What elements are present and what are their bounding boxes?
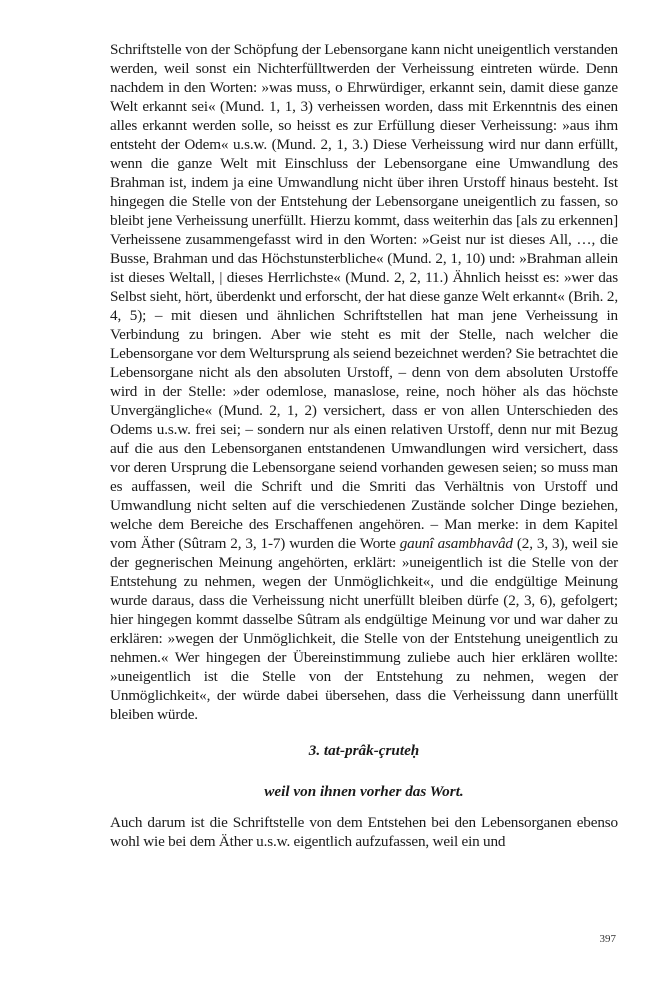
body-paragraph <box>110 40 618 724</box>
paragraph-text: Schriftstelle von der Schöpfung der Lebensorgane kann nicht uneigentlich verstanden werden, weil sonst ein Nichterfülltwerden der Verheissung eintreten würde. Denn nachdem in den Worten: »was muss, o Ehrwürdiger, erkannt sein, damit diese ganze Welt erkannt sei« (Mund. 1, 1, 3) verheissen worden, dass mit Erkenntnis des einen alles erkannt werden solle, so heisst es zur Erfüllung dieser Verheissung: »aus ihm entsteht der Odem« u.s.w. (Mund. 2, 1, 3.) Diese Verheissung wird nur dann erfüllt, wenn die ganze Welt mit Einschluss der Lebensorgane eine Umwandlung des Brahman ist, indem ja eine Umwandlung nicht über ihren Urstoff hinaus besteht. Ist hingegen die Stelle von der Entstehung der Lebensorgane uneigentlich zu fassen, so bleibt jene Verheissung unerfüllt. Hierzu kommt, dass weiterhin das [als zu erkennen] Verheissene zusammengefasst wird in den Worten: »Geist nur ist dieses All, …, die Busse, Brahman und das Höchstunsterbliche« (Mund. 2, 1, 10) und: »Brahman allein ist dieses Weltall, | dieses Herrlichste« (Mund. 2, 2, 11.) Ähnlich heisst es: »wer das Selbst sieht, hört, überdenkt und erforscht, der hat diese ganze Welt erkannt« (Brih. 2, 4, 5); – mit diesen und ähnlichen Schriftstellen hat man jene Verheissung in Verbindung zu bringen. Aber wie steht es mit der Stelle, nach welcher die Lebensorgane vor dem Weltursprung als seiend bezeichnet werden? Sie betrachtet die Lebensorgane nicht als den absoluten Urstoff, – denn von dem absoluten Urstoffe wird in der Stelle: »der odemlose, manaslose, reine, noch höher als das höchste Unvergängliche« (Mund. 2, 1, 2) versichert, dass er von allen Unterschieden des Odems u.s.w. frei sei; – sondern nur als einen relativen Urstoff, denn nur mit Bezug auf die aus den Lebensorganen entstandenen Umwandlungen wird versichert, dass vor deren Ursprung die Lebensorgane seiend vorhanden gewesen seien; so muss man es auffassen, weil die Schrift und die Smriti das Verhältnis von Urstoff und Umwandlung nicht selten auf die verschiedenen Zustände solcher Dinge beziehen, welche dem Bereiche des Erschaffenen angehören. – Man merke: in dem Kapitel vom Äther (Sûtram 2, 3, 1-7) wurden die Worte <box>110 41 618 552</box>
page-number: 397 <box>599 933 616 945</box>
paragraph-text-continued: (2, 3, 3), weil sie der gegnerischen Meinung angehörten, erklärt: »uneigentlich ist die Stelle von der Entstehung zu nehmen, wegen der Unmöglichkeit«, und die endgültige Meinung wurde daraus, dass die Verheissung nicht unerfüllt bleiben dürfe (2, 3, 6), gefolgert; hier hingegen kommt dasselbe Sûtram als endgültige Meinung vor und war daher zu erklären: »wegen der Unmöglichkeit, die Stelle von der Entstehung uneigentlich zu nehmen.« Wer hingegen der Übereinstimmung zuliebe auch hier erklären wollte: »uneigentlich ist die Stelle von der Entstehung zu nehmen, wegen der Unmöglichkeit«, der würde dabei übersehen, dass die Verheissung dann unerfüllt bleiben würde. <box>110 535 618 723</box>
page-body <box>110 40 618 851</box>
section-heading: 3. tat-prâk-çruteḥ <box>308 742 420 759</box>
sanskrit-italic-term: gaunî asambhavâd <box>399 535 513 552</box>
section-translation: weil von ihnen vorher das Wort. <box>264 783 464 800</box>
body-paragraph-2: Auch darum ist die Schriftstelle von dem Entstehen bei den Lebensorganen ebenso wohl wie bei dem Äther u.s.w. eigentlich aufzufassen, weil ein und <box>110 814 618 850</box>
